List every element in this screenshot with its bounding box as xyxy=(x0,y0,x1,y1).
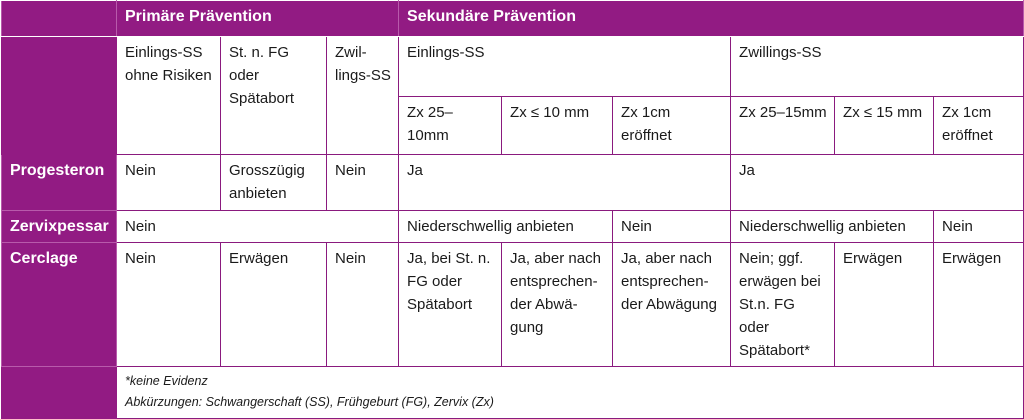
group-secondary-single: Einlings-SS xyxy=(399,37,731,97)
cerclage-p1: Nein xyxy=(117,243,221,367)
cerclage-d: Nein; ggf. erwägen bei St.n. FG oder Spätabort* xyxy=(731,243,835,367)
footnote-evidence: *keine Evidenz xyxy=(125,374,208,388)
progesteron-p2: Grosszügig anbieten xyxy=(221,155,327,211)
row-zervixpessar xyxy=(2,211,1024,243)
prevention-table xyxy=(1,0,1024,419)
cerclage-a: Ja, bei St. n. FG oder Spätabort xyxy=(399,243,502,367)
primary-prevention-header: Primäre Prävention xyxy=(117,1,399,37)
footnote-row xyxy=(2,367,1024,419)
subcol-b: Zx ≤ 10 mm xyxy=(502,97,613,155)
zervixpessar-single-c: Nein xyxy=(613,211,731,243)
row-cerclage xyxy=(2,243,1024,367)
corner-cell xyxy=(2,1,117,37)
row-label-progesteron: Progesteron xyxy=(2,155,117,211)
cerclage-p2: Erwägen xyxy=(221,243,327,367)
progesteron-secondary-single: Ja xyxy=(399,155,731,211)
progesteron-p1: Nein xyxy=(117,155,221,211)
group-p3: Zwil-lings-SS xyxy=(327,37,399,155)
cerclage-e: Erwägen xyxy=(835,243,934,367)
subcol-e: Zx ≤ 15 mm xyxy=(835,97,934,155)
row-label-zervixpessar: Zervixpessar xyxy=(2,211,117,243)
footnote-abbreviations: Abkürzungen: Schwangerschaft (SS), Frühgeburt (FG), Zervix (Zx) xyxy=(125,395,494,409)
progesteron-secondary-twin: Ja xyxy=(731,155,1024,211)
corner-cell-footnote xyxy=(2,367,117,419)
group-row xyxy=(2,37,1024,97)
subcol-d: Zx 25–15mm xyxy=(731,97,835,155)
cerclage-p3: Nein xyxy=(327,243,399,367)
zervixpessar-single-ab: Niederschwellig anbieten xyxy=(399,211,613,243)
subcol-f: Zx 1cm eröffnet xyxy=(934,97,1024,155)
zervixpessar-primary: Nein xyxy=(117,211,399,243)
group-p1: Einlings-SS ohne Risiken xyxy=(117,37,221,155)
cerclage-c: Ja, aber nach entsprechen-der Abwägung xyxy=(613,243,731,367)
subcol-c: Zx 1cm eröffnet xyxy=(613,97,731,155)
secondary-prevention-header: Sekundäre Prävention xyxy=(399,1,1024,37)
group-secondary-twin: Zwillings-SS xyxy=(731,37,1024,97)
group-p2: St. n. FG oder Spätabort xyxy=(221,37,327,155)
zervixpessar-twin-de: Niederschwellig anbieten xyxy=(731,211,934,243)
cerclage-f: Erwägen xyxy=(934,243,1024,367)
zervixpessar-twin-f: Nein xyxy=(934,211,1024,243)
subcol-a: Zx 25–10mm xyxy=(399,97,502,155)
corner-cell-group xyxy=(2,37,117,155)
footnotes xyxy=(117,367,1024,419)
row-progesteron xyxy=(2,155,1024,211)
row-label-cerclage: Cerclage xyxy=(2,243,117,367)
progesteron-p3: Nein xyxy=(327,155,399,211)
header-row xyxy=(2,1,1024,37)
cerclage-b: Ja, aber nach entsprechen-der Abwä-gung xyxy=(502,243,613,367)
